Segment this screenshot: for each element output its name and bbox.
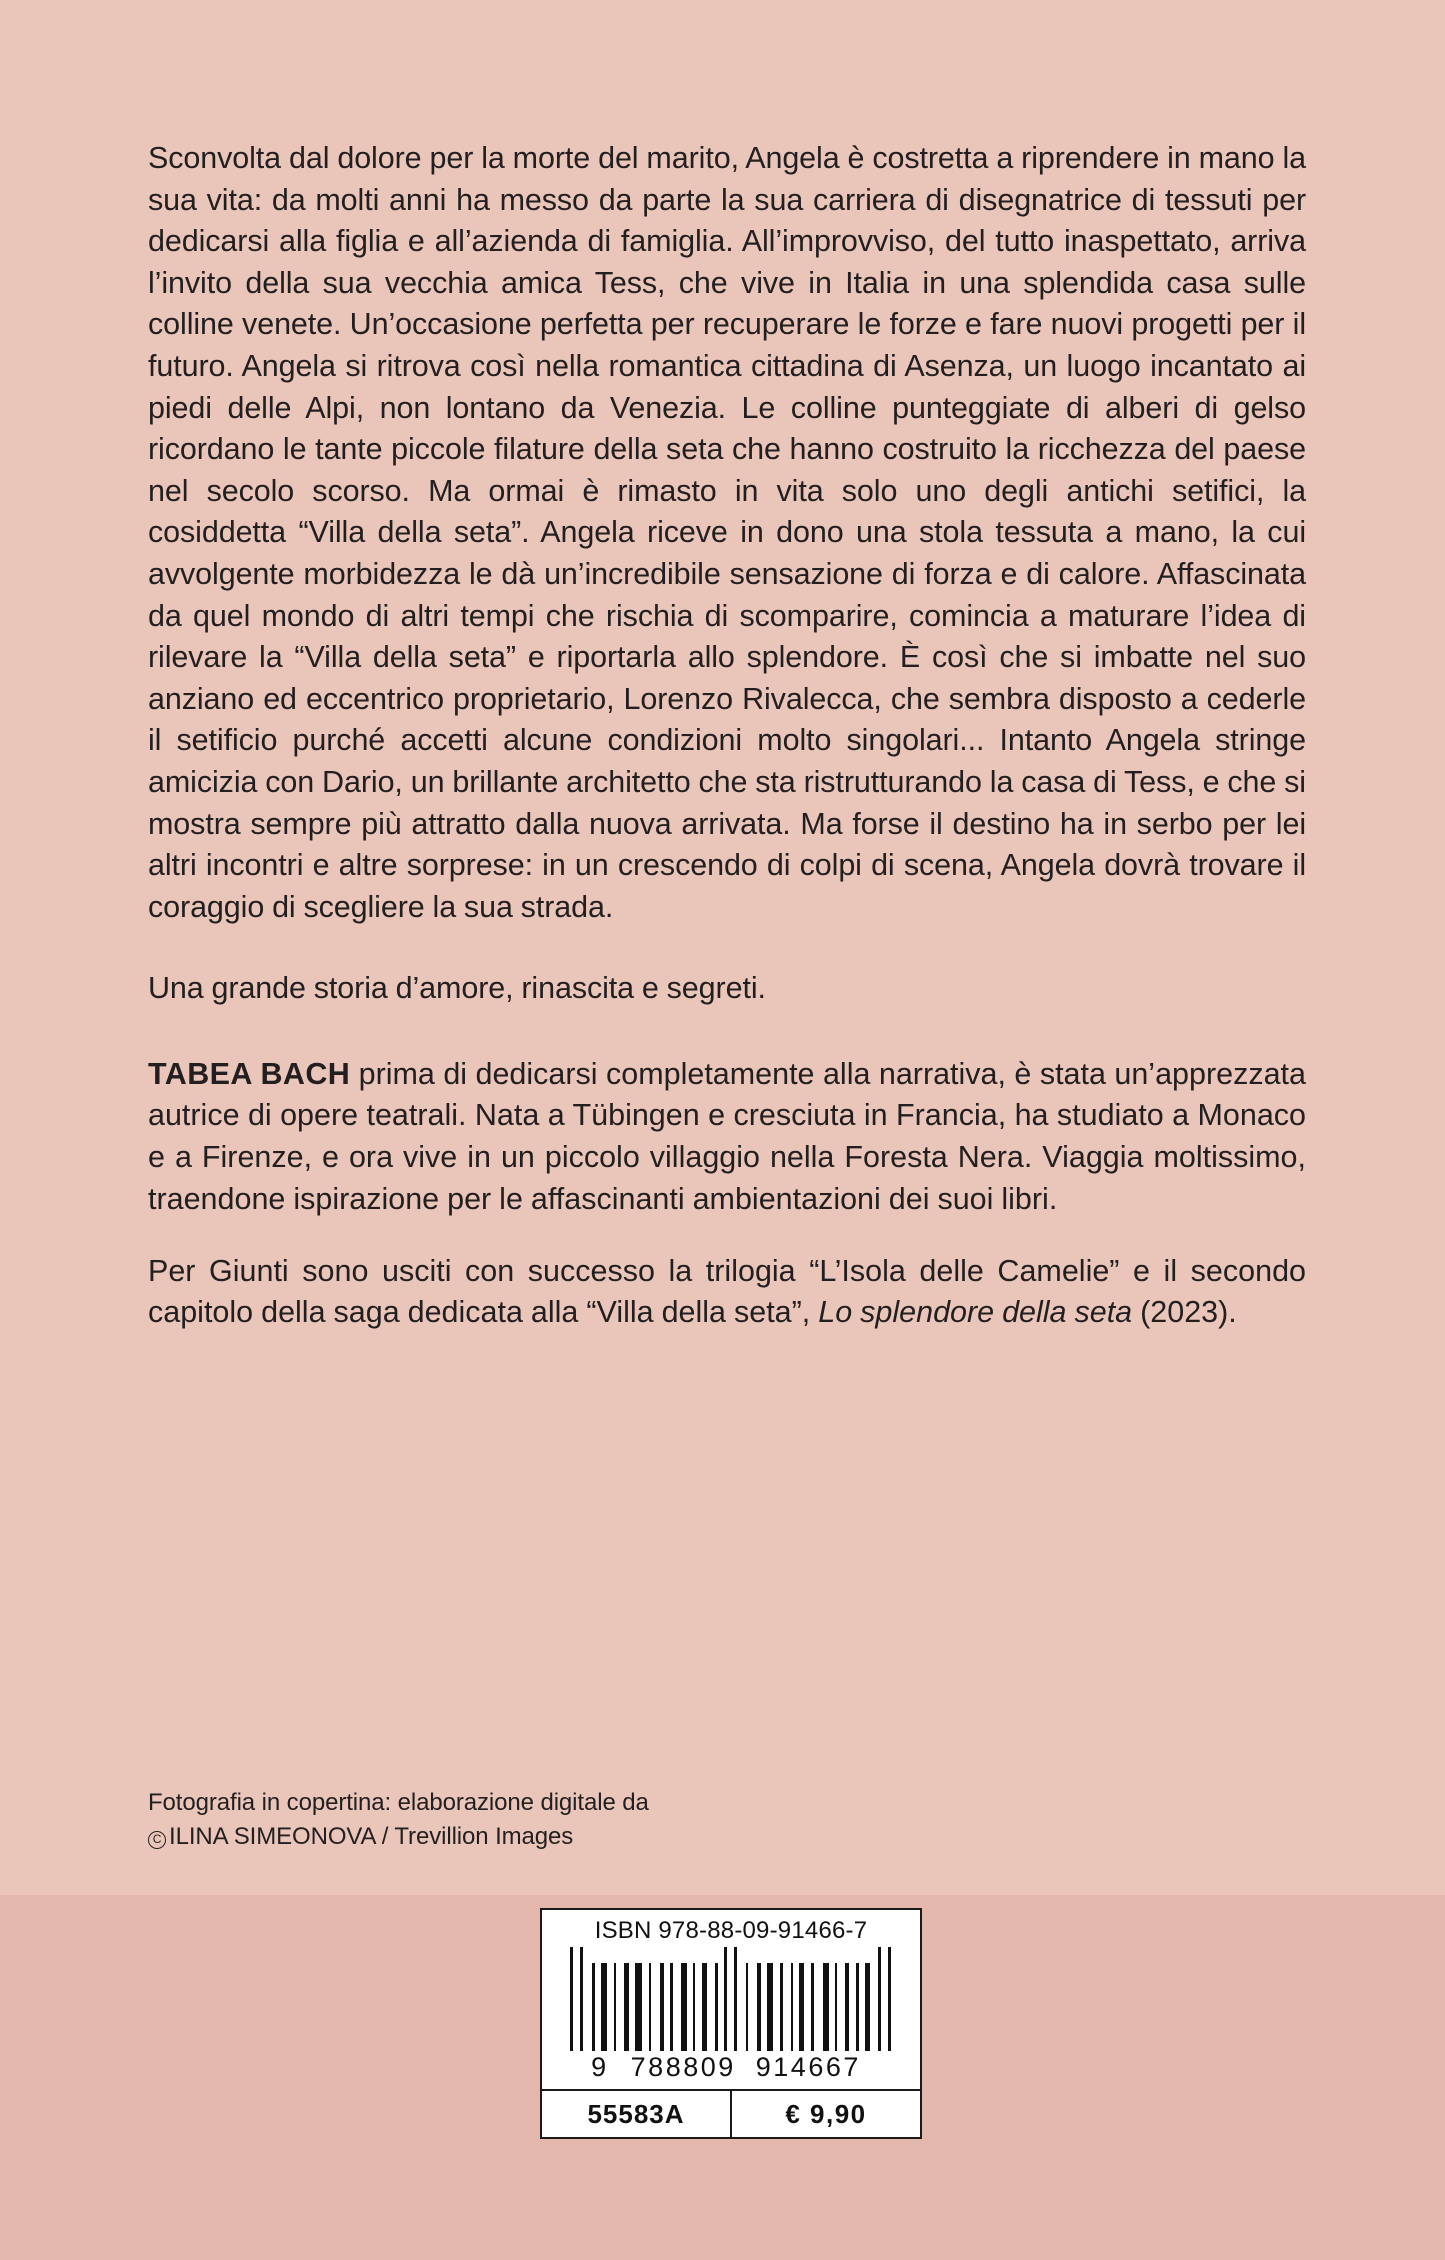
barcode-bars xyxy=(542,1947,920,2051)
barcode-digit-lead: 9 xyxy=(591,2052,609,2082)
blurb-tagline: Una grande storia d’amore, rinascita e segreti. xyxy=(148,971,766,1006)
author-bio-text-1: prima di dedicarsi completamente alla narrativa, è stata un’apprezzata autrice di opere teatrali. Nata a Tübingen e cresciuta in Francia, ha studiato a Monaco e a Firenze, e ora vive in un piccolo villaggio nella Foresta Nera. Viaggia moltissimo, traendone ispirazione per le affascinanti ambientazioni dei suoi libri. xyxy=(148,1056,1306,1216)
barcode-price-row xyxy=(542,2089,920,2137)
photo-credit-line-2 xyxy=(148,1820,1048,1854)
barcode-digits xyxy=(542,2051,920,2089)
copyright-icon: C xyxy=(148,1831,166,1849)
related-book-title: Lo splendore della seta xyxy=(818,1295,1133,1330)
author-bio-text-2-pre: Per Giunti sono usciti con successo la trilogia “L’Isola delle Camelie” e il secondo capitolo della saga dedicata alla “Villa della seta”, xyxy=(148,1253,1306,1330)
barcode-digit-group-1: 788809 xyxy=(630,2052,736,2082)
barcode-bar-group xyxy=(570,1947,893,2051)
photo-credit xyxy=(148,1786,1048,1854)
author-bio-paragraph-2 xyxy=(148,1251,1306,1334)
barcode-digit-group-2: 914667 xyxy=(755,2052,861,2082)
author-bio-paragraph-1 xyxy=(148,1054,1306,1220)
blurb-paragraph: Sconvolta dal dolore per la morte del marito, Angela è costretta a riprendere in mano la sua vita: da molti anni ha messo da parte la sua carriera di disegnatrice di tessuti per dedicarsi alla figlia e all’azienda di famiglia. All’improvviso, del tutto inaspettato, arriva l’invito della sua vecchia amica Tess, che vive in Italia in una splendida casa sulle colline venete. Un’occasione perfetta per recuperare le forze e fare nuovi progetti per il futuro. Angela si ritrova così nella romantica cittadina di Asenza, un luogo incantato ai piedi delle Alpi, non lontano da Venezia. Le colline punteggiate di alberi di gelso ricordano le tante piccole filature della seta che hanno costruito la ricchezza del paese nel secolo scorso. Ma ormai è rimasto in vita solo uno degli antichi setifici, la cosiddetta “Villa della seta”. Angela riceve in dono una stola tessuta a mano, la cui avvolgente morbidezza le dà un’incredibile sensazione di forza e di calore. Affascinata da quel mondo di altri tempi che rischia di scomparire, comincia a maturare l’idea di rilevare la “Villa della seta” e riportarla allo splendore. È così che si imbatte nel suo anziano ed eccentrico proprietario, Lorenzo Rivalecca, che sembra disposto a cederle il setificio purché accetti alcune condizioni molto singolari... Intanto Angela stringe amicizia con Dario, un brillante architetto che sta ristrutturando la casa di Tess, e che si mostra sempre più attratto dalla nuova arrivata. Ma forse il destino ha in serbo per lei altri incontri e altre sorprese: in un crescendo di colpi di scena, Angela dovrà trovare il coraggio di scegliere la sua strada. xyxy=(148,141,1306,924)
isbn-label: ISBN 978-88-09-91466-7 xyxy=(594,1917,868,1944)
internal-code: 55583A xyxy=(542,2091,732,2137)
text-column xyxy=(148,138,1306,1364)
price-label: € 9,90 xyxy=(785,2098,867,2129)
photo-credit-line-1: Fotografia in copertina: elaborazione digitale da xyxy=(148,1789,649,1816)
barcode-block xyxy=(540,1908,922,2139)
photo-credit-attribution: ILINA SIMEONOVA / Trevillion Images xyxy=(169,1823,574,1850)
author-bio-text-2-post: (2023). xyxy=(1132,1295,1237,1330)
author-name: TABEA BACH xyxy=(148,1056,351,1091)
